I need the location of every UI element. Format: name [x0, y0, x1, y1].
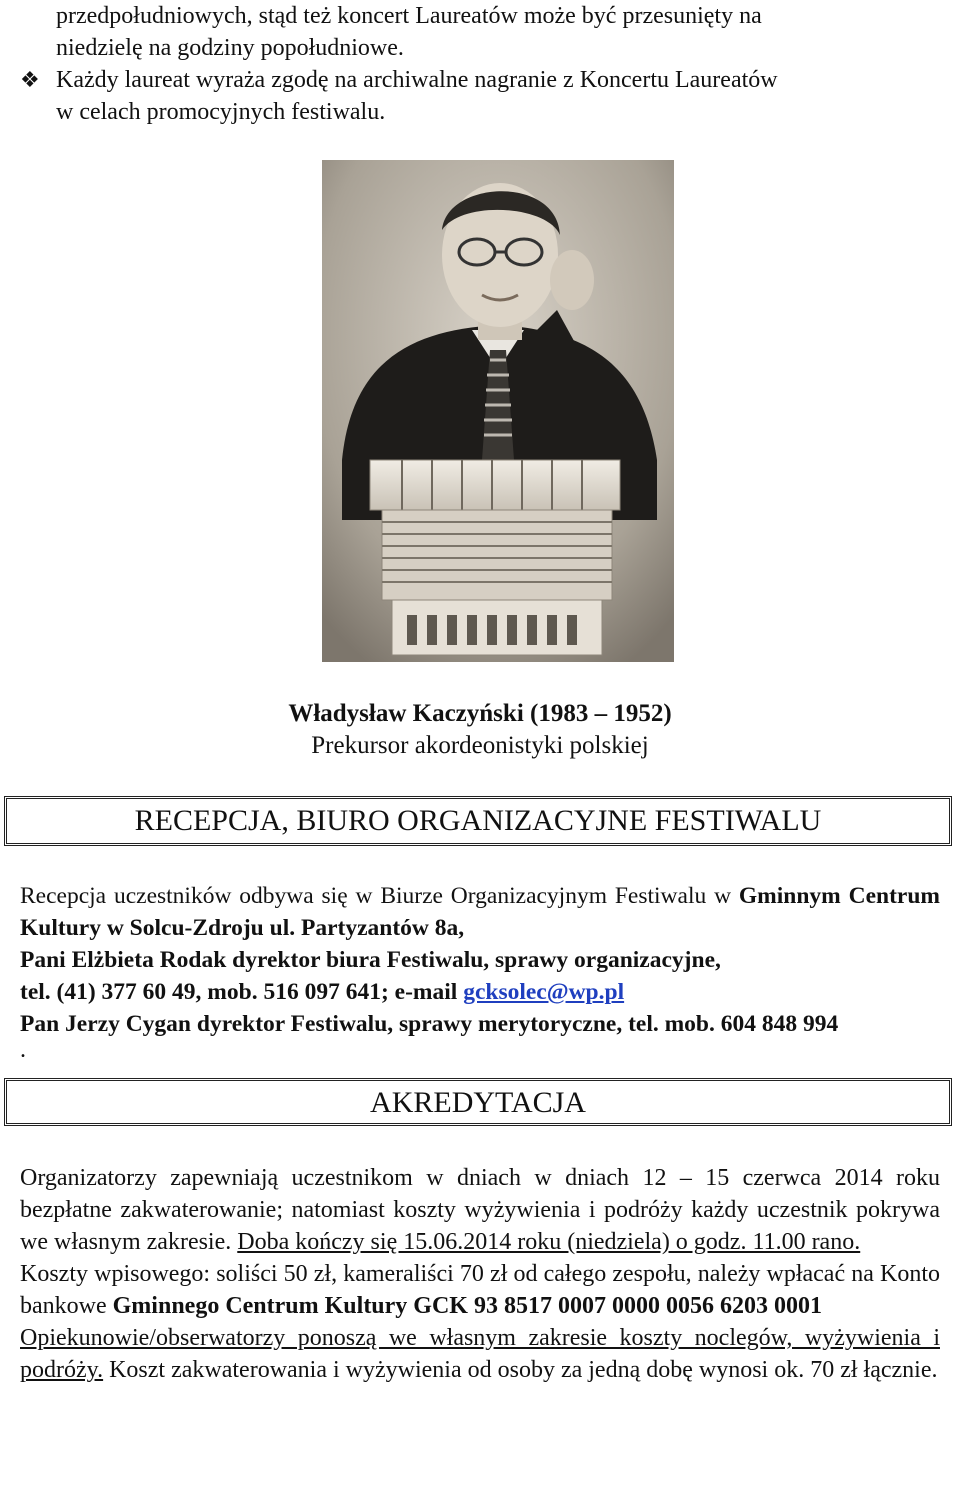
accreditation-text-1: Organizatorzy zapewniają uczestnikom w dniach w dniach 12 – 15 czerwca 2014 roku bezpłatne zakwaterowanie; natomiast koszty wyżywienia i podróży każdy uczestnik pokrywa we własnym zakresie. [20, 1165, 940, 1255]
accreditation-heading-box [4, 1078, 952, 1126]
caption-name: Władysław Kaczyński (1983 – 1952) [288, 700, 672, 727]
checkout-time-note: Doba kończy się 15.06.2014 roku (niedziela) o godz. 11.00 rano. [237, 1229, 861, 1255]
reception-contact [20, 976, 940, 1008]
intro-line-2: niedzielę na godziny popołudniowe. [56, 35, 404, 61]
bullet-item-recording [20, 64, 940, 128]
reception-heading-box [4, 796, 952, 846]
accreditation-paragraph-2 [20, 1258, 940, 1322]
accreditation-section [20, 1162, 940, 1386]
reception-dot: . [20, 1037, 26, 1063]
bullet-line-2: w celach promocyjnych festiwalu. [56, 99, 386, 125]
accreditation-heading: AKREDYTACJA [370, 1086, 586, 1119]
reception-person-2: Pan Jerzy Cygan dyrektor Festiwalu, sprawy merytoryczne, tel. mob. 604 848 994 [20, 1011, 839, 1037]
reception-person-1: Pani Elżbieta Rodak dyrektor biura Festiwalu, sprawy organizacyjne, [20, 947, 721, 973]
email-link[interactable]: gcksolec@wp.pl [463, 979, 625, 1005]
photo-caption [0, 698, 960, 762]
accreditation-paragraph-1 [20, 1162, 940, 1258]
accommodation-cost: Koszt zakwaterowania i wyżywienia od osoby za jedną dobę wynosi ok. 70 zł łącznie. [103, 1357, 938, 1383]
guardians-note: Opiekunowie/obserwatorzy ponoszą we własnym zakresie koszty noclegów, wyżywienia i podróży. [20, 1325, 940, 1383]
reception-paragraph [20, 880, 940, 944]
entry-fee-text: Koszty wpisowego: soliści 50 zł, kameraliści 70 zł od całego zespołu, należy wpłacać na Konto bankowe [20, 1261, 940, 1319]
diamond-bullet-icon: ❖ [20, 67, 40, 92]
bullet-line-1: Każdy laureat wyraża zgodę na archiwalne nagranie z Koncertu Laureatów [56, 67, 778, 93]
caption-description: Prekursor akordeonistyki polskiej [311, 732, 649, 759]
portrait-photo [322, 160, 674, 662]
reception-heading: RECEPCJA, BIURO ORGANIZACYJNE FESTIWALU [134, 804, 822, 837]
intro-continuation [20, 0, 940, 64]
accordionist-portrait-illustration [322, 160, 674, 662]
reception-text-plain: Recepcja uczestników odbywa się w Biurze Organizacyjnym Festiwalu w [20, 883, 739, 909]
reception-phone: tel. (41) 377 60 49, mob. 516 097 641; e-mail [20, 979, 464, 1005]
intro-line-1: przedpołudniowych, stąd też koncert Laureatów może być przesunięty na [56, 3, 762, 29]
bank-account: Gminnego Centrum Kultury GCK 93 8517 0007 0000 0056 6203 0001 [112, 1293, 822, 1319]
reception-address: Gminnym Centrum Kultury w Solcu-Zdroju ul. Partyzantów 8a, [20, 883, 940, 941]
reception-section [20, 880, 940, 1063]
accreditation-paragraph-3 [20, 1322, 940, 1386]
